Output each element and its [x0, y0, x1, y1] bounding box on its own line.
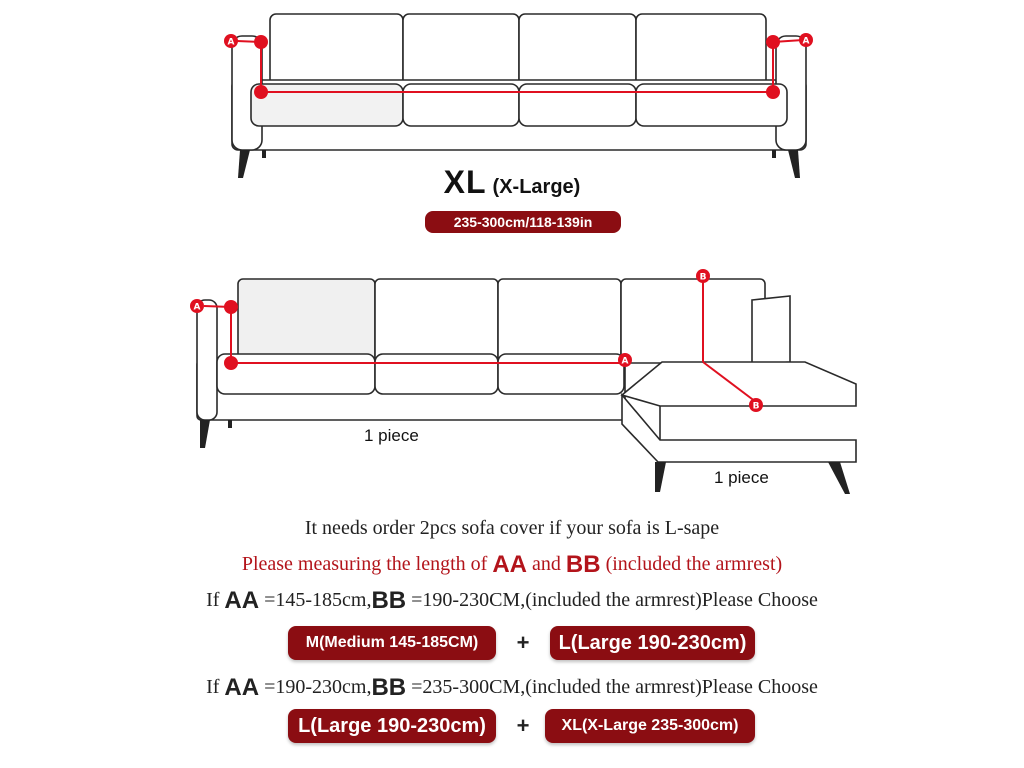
back-cushion-4 [621, 279, 765, 363]
option-2-size-xlarge: XL(X-Large 235-300cm) [545, 709, 755, 743]
back-cushion-1 [238, 279, 375, 363]
measure-note-and: and [527, 553, 566, 575]
order-note: It needs order 2pcs sofa cover if your sofa is L-sape [304, 517, 720, 539]
option-bb: BB [371, 674, 407, 701]
option-if: If [206, 589, 225, 611]
seat-cushion-3 [498, 354, 624, 394]
option-aa: AA [224, 674, 260, 701]
option-2-condition [0, 674, 1024, 702]
option-1-size-medium: M(Medium 145-185CM) [288, 626, 496, 660]
option-bb-range: =235-300CM,(included the armrest)Please Choose [406, 676, 818, 698]
option-2-size-large: L(Large 190-230cm) [288, 709, 496, 743]
leg-chaise-right [828, 462, 850, 494]
piece-label-main: 1 piece [364, 426, 419, 445]
marker-a-label: A [227, 37, 235, 48]
measure-bb: BB [565, 551, 601, 578]
option-bb: BB [371, 587, 407, 614]
measure-note-prefix: Please measuring the length of [241, 553, 493, 575]
measure-aa: AA [492, 551, 527, 578]
marker-a-label: A [802, 36, 810, 47]
option-if: If [206, 676, 225, 698]
back-cushion-3 [498, 279, 621, 363]
option-aa: AA [224, 587, 260, 614]
plus-sign: + [516, 713, 530, 738]
marker-a-label: A [193, 302, 201, 313]
left-armrest [197, 300, 217, 420]
measure-dot [224, 300, 238, 314]
seat-cushion-1 [217, 354, 375, 394]
measure-note [0, 551, 1024, 579]
plus-sign: + [516, 630, 530, 655]
marker-b-label: B [699, 272, 707, 283]
seat-cushion-2 [375, 354, 498, 394]
option-1-condition [0, 587, 1024, 615]
measure-dot [224, 356, 238, 370]
leg-back-left [228, 420, 232, 428]
option-bb-range: =190-230CM,(included the armrest)Please Choose [406, 589, 818, 611]
size-name: (X-Large) [492, 176, 581, 198]
leg-front-left [200, 420, 210, 448]
measure-note-suffix: (included the armrest) [600, 553, 783, 575]
option-1-size-large: L(Large 190-230cm) [550, 626, 755, 660]
marker-b-label: B [752, 401, 760, 412]
marker-a-label: A [621, 356, 629, 367]
size-range-badge: 235-300cm/118-139in [425, 211, 621, 233]
chaise-armrest [752, 296, 790, 364]
piece-label-chaise: 1 piece [714, 468, 769, 487]
leg-chaise-left [655, 462, 666, 492]
back-cushion-2 [375, 279, 498, 363]
option-aa-range: =190-230cm, [259, 676, 372, 698]
option-aa-range: =145-185cm, [259, 589, 372, 611]
size-code: XL [443, 164, 487, 200]
chaise-cushion [622, 362, 856, 406]
